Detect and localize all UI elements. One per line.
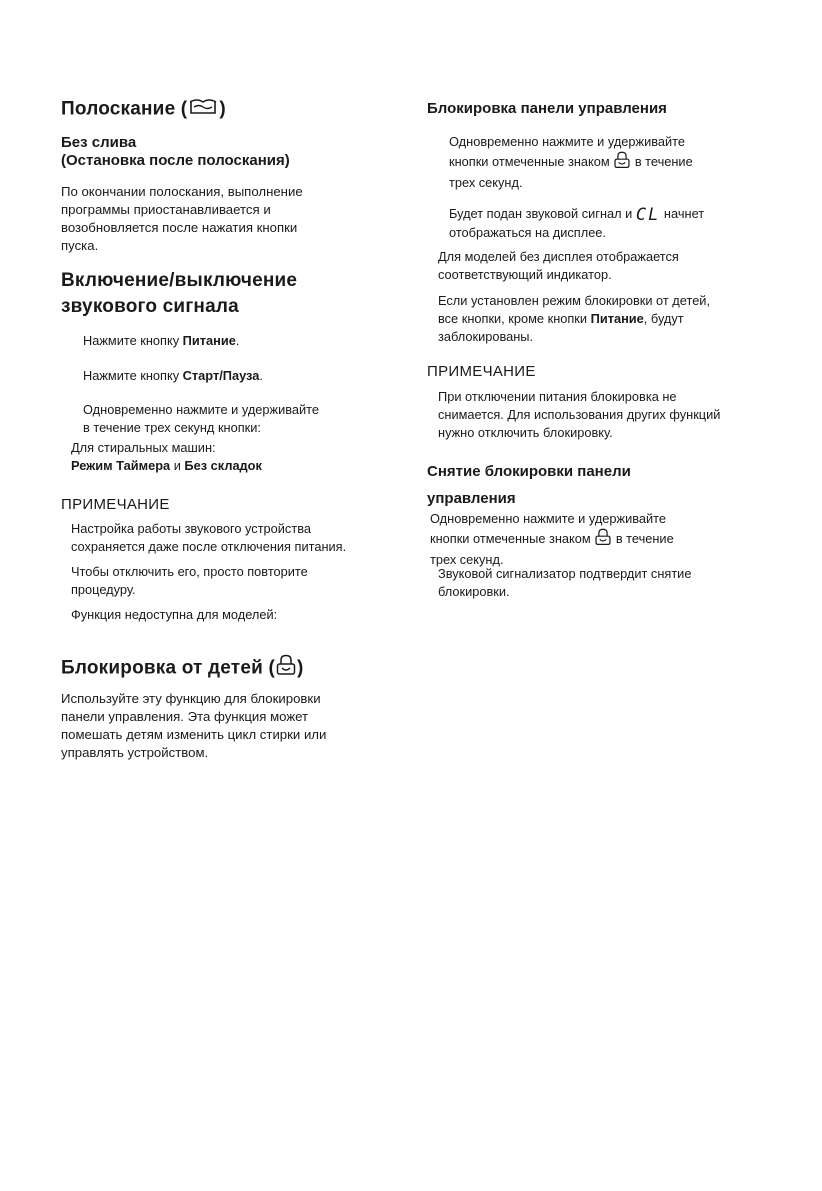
left-note-p3: Функция недоступна для моделей: (71, 607, 278, 622)
child-lock-icon (594, 528, 612, 551)
cl-display-icon: CL (635, 204, 661, 225)
sound-step-1: Нажмите кнопку Питание. (83, 333, 240, 348)
child-lock-title: Блокировка от детей ( ) (61, 654, 304, 683)
sound-step-3: Одновременно нажмите и удерживайте в течение трех секунд кнопки: (83, 402, 319, 435)
panel-lock-child: Если установлен режим блокировки от детей, все кнопки, кроме кнопки Питание, будут заблокированы. (438, 293, 711, 344)
right-note-title: ПРИМЕЧАНИЕ (427, 363, 536, 380)
sound-step-2: Нажмите кнопку Старт/Пауза. (83, 368, 263, 383)
panel-lock-step-2: Будет подан звуковой сигнал и CL начнет отображаться на дисплее. (449, 204, 705, 240)
rinse-subtitle: Без слива (Остановка после полоскания) (61, 134, 290, 169)
panel-lock-title: Блокировка панели управления (427, 100, 667, 117)
panel-lock-models: Для моделей без дисплея отображается соответствующий индикатор. (438, 249, 679, 282)
right-note-body: При отключении питания блокировка не снимается. Для использования других функций нужно отключить блокировку. (438, 389, 721, 440)
child-lock-icon (613, 151, 631, 174)
child-lock-icon (275, 654, 297, 683)
left-note-p1: Настройка работы звукового устройства сохраняется даже после отключения питания. (71, 521, 347, 554)
unlock-title: Снятие блокировки панели управления (427, 463, 631, 507)
sound-title: Включение/выключение звукового сигнала (61, 270, 298, 317)
rinse-title: Полоскание ( ) (61, 96, 226, 123)
left-note-p2: Чтобы отключить его, просто повторите процедуру. (71, 564, 308, 597)
left-note-title: ПРИМЕЧАНИЕ (61, 496, 170, 513)
unlock-confirm: Звуковой сигнализатор подтвердит снятие блокировки. (438, 566, 692, 599)
panel-lock-step-1: Одновременно нажмите и удерживайте кнопки отмеченные знаком в течение трех секунд. (449, 134, 693, 190)
rinse-icon (187, 96, 219, 123)
child-lock-body: Используйте эту функцию для блокировки панели управления. Эта функция может помешать детям изменить цикл стирки или управлять устройством. (61, 691, 327, 760)
unlock-body: Одновременно нажмите и удерживайте кнопки отмеченные знаком в течение трех секунд. (430, 511, 674, 567)
rinse-body: По окончании полоскания, выполнение программы приостанавливается и возобновляется после нажатия кнопки пуска. (61, 184, 303, 253)
sound-washers: Для стиральных машин: Режим Таймера и Без складок (71, 440, 262, 473)
